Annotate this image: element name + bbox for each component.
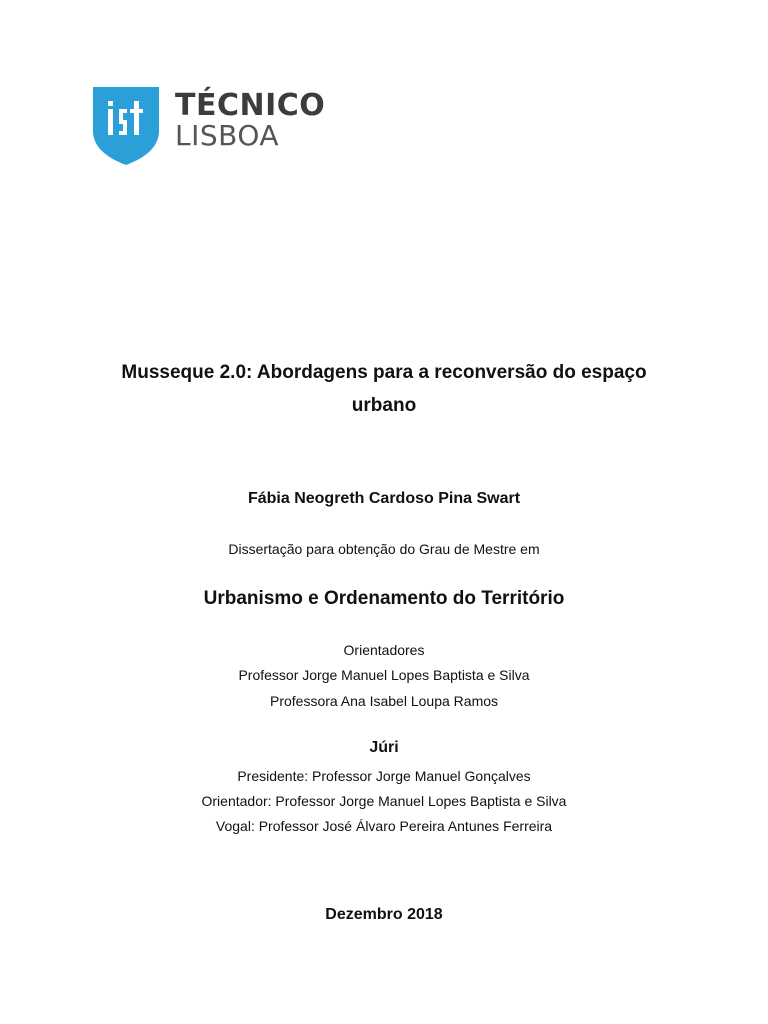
advisors-heading: Orientadores	[343, 642, 425, 658]
jury-heading: Júri	[369, 739, 399, 756]
jury-member: Orientador: Professor Jorge Manuel Lopes Baptista e Silva	[201, 793, 567, 809]
thesis-title-line-1: Musseque 2.0: Abordagens para a reconversão do espaço	[121, 362, 647, 383]
thesis-title-line-2: urbano	[351, 395, 417, 416]
shield-mark-i-dot	[108, 101, 113, 106]
logo-wordmark-lisboa: LISBOA	[175, 119, 280, 152]
degree-intro: Dissertação para obtenção do Grau de Mestre em	[228, 541, 540, 557]
jury-member: Presidente: Professor Jorge Manuel Gonçalves	[237, 768, 531, 784]
author-name: Fábia Neogreth Cardoso Pina Swart	[247, 490, 521, 507]
logo-wordmark-tecnico: TÉCNICO	[175, 88, 326, 123]
advisor-name: Professor Jorge Manuel Lopes Baptista e Silva	[238, 667, 530, 683]
institution-logo	[93, 87, 326, 167]
shield-mark-t-stem	[134, 101, 139, 135]
advisor-name: Professora Ana Isabel Loupa Ramos	[269, 693, 499, 709]
shield-mark-i-stem	[108, 109, 113, 135]
shield-mark-t-bar	[130, 109, 143, 113]
ist-shield-icon	[93, 87, 159, 165]
degree-program: Urbanismo e Ordenamento do Território	[203, 588, 565, 609]
shield-mark-s	[119, 109, 127, 135]
submission-date: Dezembro 2018	[325, 906, 443, 923]
jury-member: Vogal: Professor José Álvaro Pereira Antunes Ferreira	[215, 818, 553, 834]
